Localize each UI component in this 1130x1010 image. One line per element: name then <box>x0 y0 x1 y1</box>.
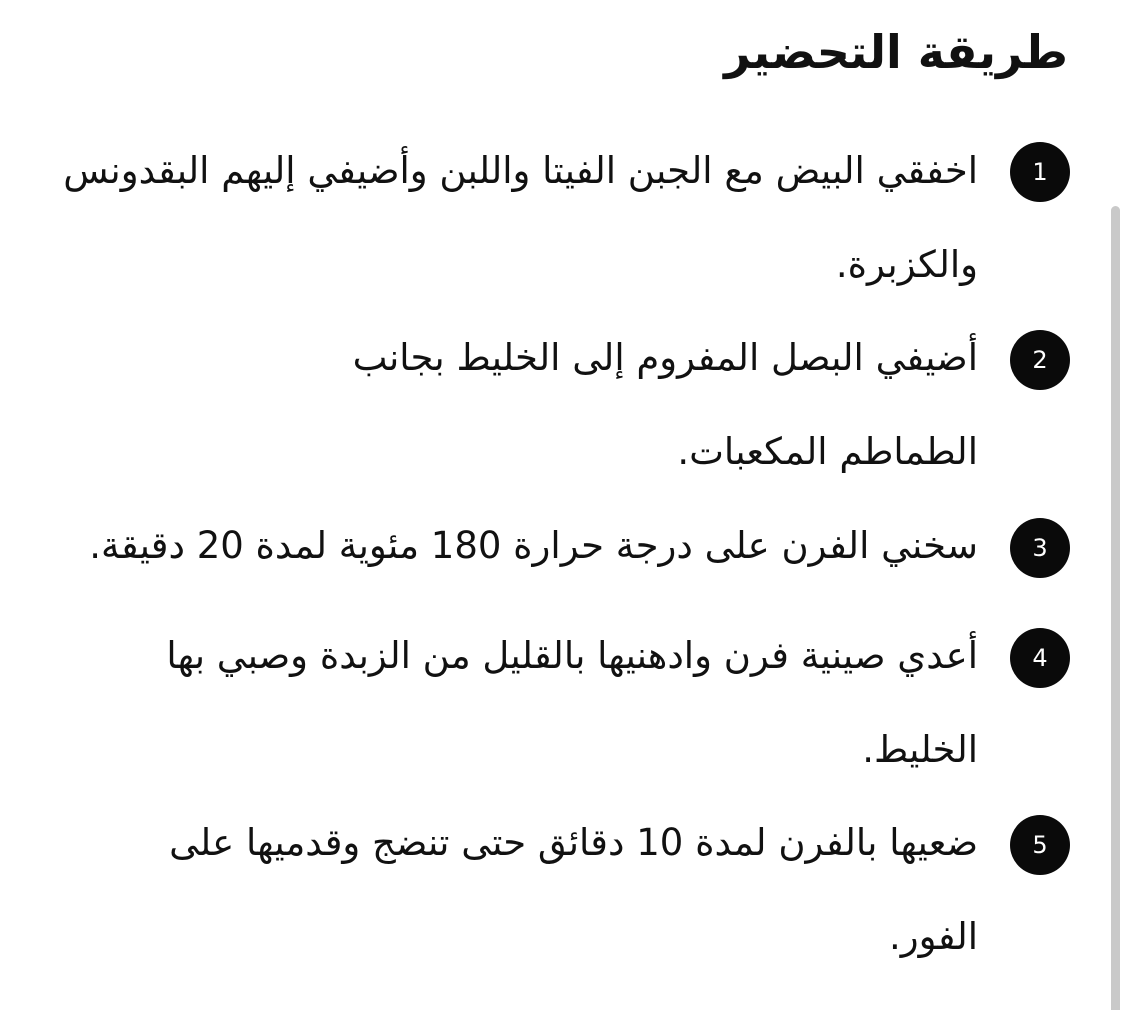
step-text: ضعيها بالفرن لمدة 10 دقائق حتى تنضج وقدميها على الفور. <box>169 821 978 958</box>
page-title: طريقة التحضير <box>724 25 1068 79</box>
step-text: أعدي صينية فرن وادهنيها بالقليل من الزبدة وصبي بها الخليط. <box>166 634 978 771</box>
step-number-badge: 3 <box>1010 518 1070 578</box>
step-number-badge: 1 <box>1010 142 1070 202</box>
step-number-badge: 4 <box>1010 628 1070 688</box>
step-text: اخفقي البيض مع الجبن الفيتا واللبن وأضيفي إليهم البقدونس والكزبرة. <box>63 149 978 286</box>
step-number-badge: 5 <box>1010 815 1070 875</box>
step-text: سخني الفرن على درجة حرارة 180 مئوية لمدة 20 دقيقة. <box>89 524 978 567</box>
step-text: أضيفي البصل المفروم إلى الخليط بجانب الطماطم المكعبات. <box>352 336 978 473</box>
step-number-badge: 2 <box>1010 330 1070 390</box>
vertical-scrollbar[interactable] <box>1111 206 1120 1010</box>
